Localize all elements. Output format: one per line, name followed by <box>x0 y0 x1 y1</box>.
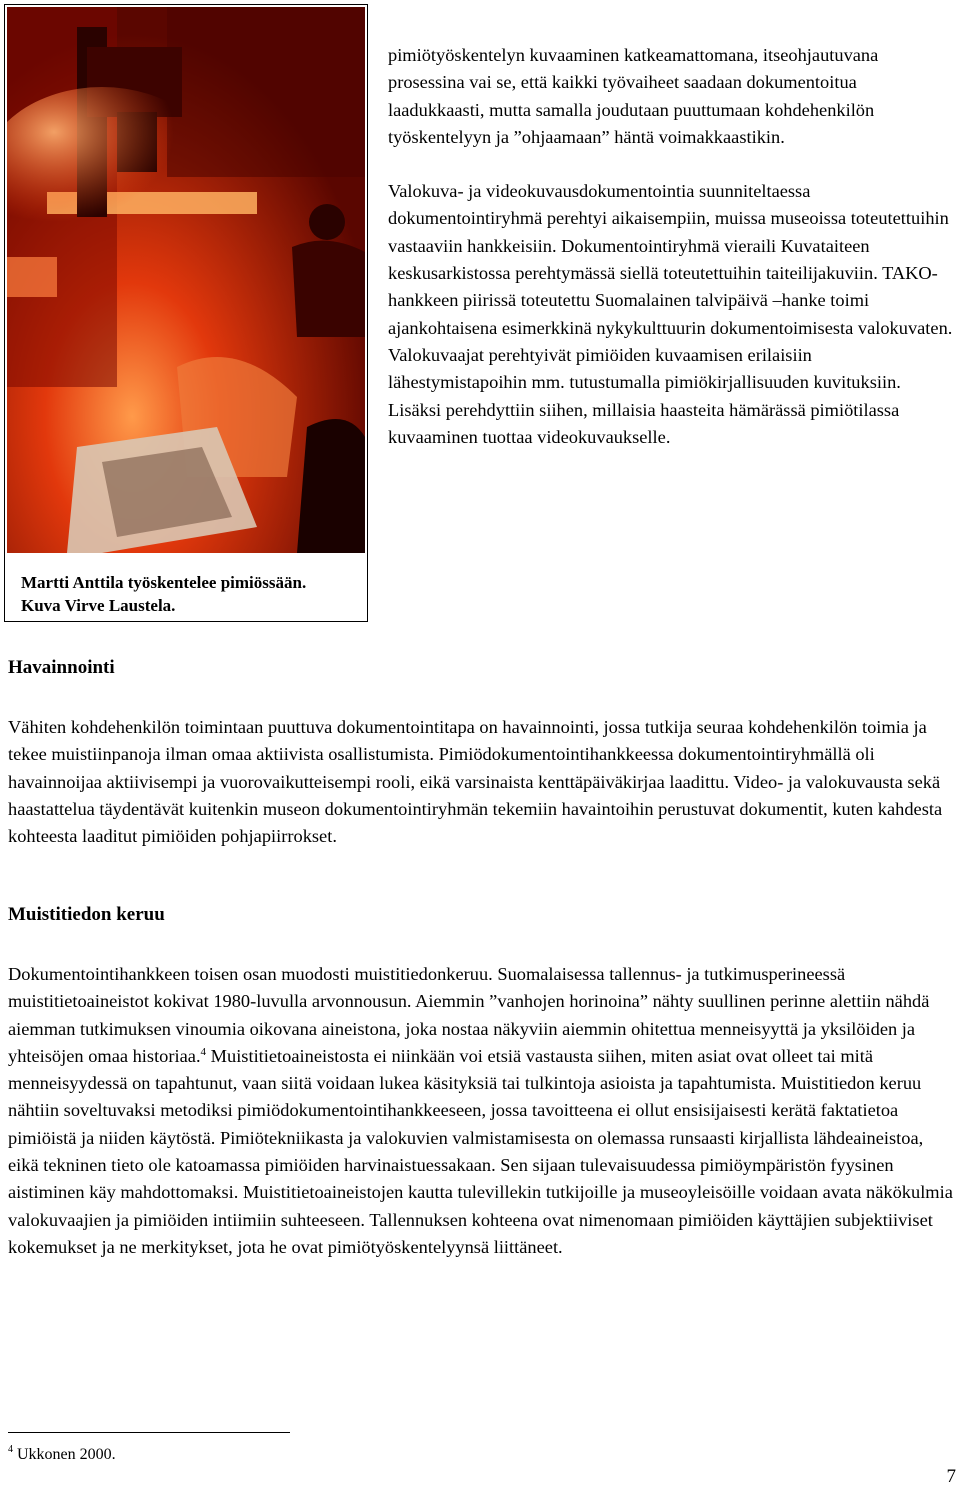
photo-person-head <box>309 204 345 240</box>
photo-camera-foreground <box>297 419 365 553</box>
figure-box <box>4 4 368 622</box>
body-text-part-2: Muistitietoaineistosta ei niinkään voi etsiä vastausta siihen, miten asiat ovat olleet tai mitä menneisyydessä on tapahtunut, vaan siitä voidaan lukea käsityksiä tai tulkintoja asioista ja tapahtumista. Muistitiedon keruu nähtiin soveltuvaksi metodiksi pimiödokumentointihankkeeseen, jossa tavoitteena ei ollut ensisijaisesti kerätä faktatietoa pimiöistä ja niiden käytöstä. Pimiötekniikasta ja valokuvien valmistamisesta on olemassa runsaasti kirjallista lähdeaineistoa, eikä tekninen tieto ole katoamassa pimiöiden harvinaistuessakaan. Sen sijaan tulevaisuudessa pimiöympäristön fyysinen aistiminen käy mahdottomaksi. Muistitietoaineistojen kautta tulevillekin tutkijoille ja museoyleisöille voidaan avata näkökulmia valokuvaajien ja pimiöiden intiimiin suhteeseen. Tallennuksen kohteena ovat nimenomaan pimiöiden käyttäjien subjektiiviset kokemukset ja ne merkitykset, jota he ovat pimiötyöskentelyynsä liittäneet. <box>8 1045 953 1257</box>
footnote-text: Ukkonen 2000. <box>13 1446 116 1463</box>
side-paragraph-2: Valokuva- ja videokuvausdokumentointia suunniteltaessa dokumentointiryhmä perehtyi aikaisempiin, muissa museoissa toteutettuihin vastaaviin hankkeisiin. Dokumentointiryhmä vieraili Kuvataiteen keskusarkistossa perehtymässä siellä toteutettuihin taiteilijakuviin. TAKO-hankkeen piirissä toteutettu Suomalainen talvipäivä –hanke toimi ajankohtaisena esimerkkinä nykykulttuurin dokumentoimisesta valokuvaten. Valokuvaajat perehtyivät pimiöiden kuvaamisen erilaisiin lähestymistapoihin mm. tutustumalla pimiökirjallisuuden kuvituksiin. Lisäksi perehdyttiin siihen, millaisia haasteita hämärässä pimiötilassa kuvaaminen tuottaa videokuvaukselle. <box>388 181 953 447</box>
page-number: 7 <box>946 1466 956 1487</box>
figure-caption <box>21 571 366 617</box>
darkroom-photo <box>7 7 365 553</box>
section-heading-muistitiedon-keruu: Muistitiedon keruu <box>8 904 165 925</box>
body-text-part-1: Dokumentointihankkeen toisen osan muodosti muistitiedonkeruu. Suomalaisessa tallennus- ja tutkimusperineessä muistitietoaineistot kokivat 1980-luvulla arvonnousun. Aiemmin ”vanhojen horinoina” nähty suullinen perinne alettiin nähdä aiemman tutkimuksen vinoumia oikovana aineistona, joka nostaa näkyviin aiemmin ohitettua menneisyyttä ja yksilöiden ja yhteisöjen omaa historiaa. <box>8 964 930 1066</box>
caption-line-2: Kuva Virve Laustela. <box>21 596 176 615</box>
photo-person-body <box>292 241 365 337</box>
footnote-reference[interactable]: 4 <box>200 1045 207 1058</box>
footnote-number: 4 <box>8 1444 13 1455</box>
footnote <box>8 1444 116 1466</box>
side-paragraph-1: pimiötyöskentelyn kuvaaminen katkeamattomana, itseohjautuvana prosessina vai se, että kaikki työvaiheet saadaan dokumentoitua laadukkaasti, mutta samalla joudutaan puuttumaan kohdehenkilön työskentelyyn ja ”ohjaamaan” häntä voimakkaastikin. <box>388 45 879 147</box>
caption-line-1: Martti Anttila työskentelee pimiössään. <box>21 573 307 592</box>
section-heading-havainnointi: Havainnointi <box>8 657 115 678</box>
darkroom-photo-svg <box>7 7 365 553</box>
section-body-muistitiedon-keruu <box>8 961 958 1261</box>
footnote-divider <box>8 1432 290 1433</box>
section-body-havainnointi: Vähiten kohdehenkilön toimintaan puuttuva dokumentointitapa on havainnointi, jossa tutkija seuraa kohdehenkilön toimia ja tekee muistiinpanoja ilman omaa aktiivista osallistumista. Pimiödokumentointihankkeessa dokumentointiryhmällä oli havainnoijaa aktiivisempi ja vuorovaikutteisempi rooli, eikä varsinaista kenttäpäiväkirjaa laadittu. Video- ja valokuvausta sekä haastattelua täydentävät kuitenkin museon dokumentointiryhmän tekemiin havaintoihin perustuvat dokumentit, kuten kahdesta kohteesta laaditut pimiöiden pohjapiirrokset. <box>8 717 943 847</box>
photo-tray <box>7 257 57 297</box>
side-text-column <box>388 42 954 451</box>
